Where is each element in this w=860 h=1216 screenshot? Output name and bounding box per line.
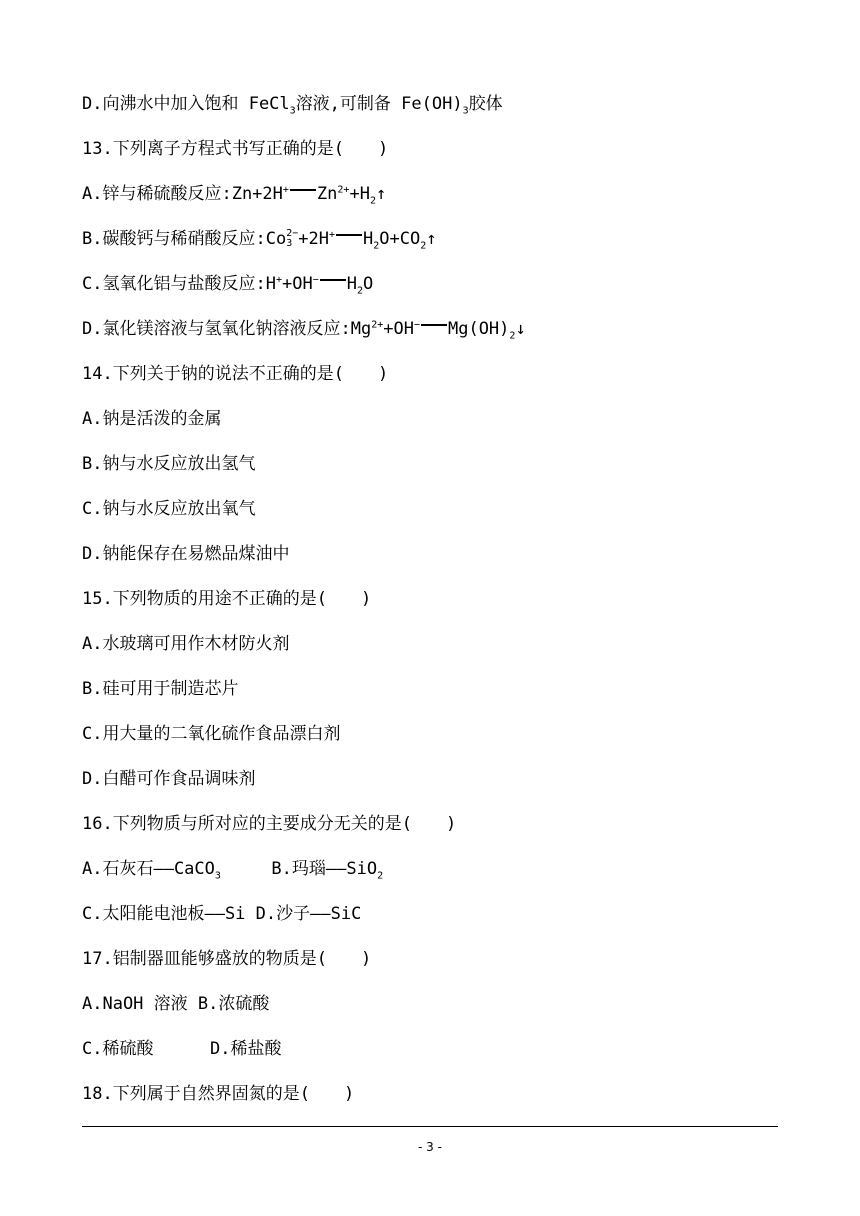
q15-option-a: A.水玻璃可用作木材防火剂 [82,634,290,654]
q13-option-d: D.氯化镁溶液与氢氧化钠溶液反应$:Mg^{2+}+OH^-$ $Mg(OH)_2↓$ [82,319,526,342]
up-arrow-icon: ↑ [375,184,387,204]
q18-stem: 18.下列属于自然界固氮的是( ) [82,1084,355,1104]
q15-stem: 15.下列物质的用途不正确的是( ) [82,589,372,609]
q14-option-c: C.钠与水反应放出氧气 [82,499,256,519]
q17-option-d: D.稀盐酸 [209,1039,282,1059]
page-number: - 3 - [418,1140,442,1154]
q17-options-cd [82,1038,281,1060]
q14-option-b: B.钠与水反应放出氢气 [82,454,256,474]
q17-options-ab [82,993,269,1015]
q15-option-b: B.硅可用于制造芯片 [82,679,239,699]
q16-stem: 16.下列物质与所对应的主要成分无关的是( ) [82,814,457,834]
q13-option-c: C.氢氧化铝与盐酸反应:H++OH− $H_2O$ [82,274,374,297]
q13-option-b: B.碳酸钙与稀硝酸反应:Co 2− 3 +2H+ $H_2O+CO_2↑$ [82,228,437,252]
q16-option-d: D.沙子——SiC [255,904,362,924]
q17-option-a: A.NaOH 溶液 [82,994,188,1014]
q16-option-b: B.玛瑙——SiO$_2$ [271,859,384,882]
q14-stem: 14.下列关于钠的说法不正确的是( ) [82,364,389,384]
q17-stem: 17.铝制器皿能够盛放的物质是( ) [82,949,372,969]
footer-divider [82,1126,778,1127]
up-arrow-icon: ↑ [426,229,437,249]
q13-option-a: A.锌与稀硫酸反应:Zn+2H+ $Zn^{2+}+H_2↑$ [82,184,387,207]
q16-options-cd [82,903,361,925]
q16-option-a: A.石灰石——CaCO$_3$ [82,859,221,882]
equals-sign [421,324,447,326]
q16-options-ab [82,858,383,880]
down-arrow-icon: ↓ [515,319,526,339]
q17-option-b: B.浓硫酸 [197,994,270,1014]
q16-option-c: C.太阳能电池板——Si [82,904,246,924]
q17-option-c: C.稀硫酸 [82,1039,154,1059]
q14-option-d: D.钠能保存在易燃品煤油中 [82,544,290,564]
q15-option-c: C.用大量的二氧化硫作食品漂白剂 [82,724,341,744]
equals-sign [336,234,362,236]
q14-option-a: A.钠是活泼的金属 [82,409,222,429]
q15-option-d: D.白醋可作食品调味剂 [82,769,256,789]
equals-sign [320,279,346,281]
q13-stem: 13.下列离子方程式书写正确的是( ) [82,139,389,159]
q12-option-d: D.向沸水中加入饱和 FeCl$_3$溶液,可制备 $Fe(OH)_3$胶体 [82,94,503,117]
equals-sign [290,189,316,191]
